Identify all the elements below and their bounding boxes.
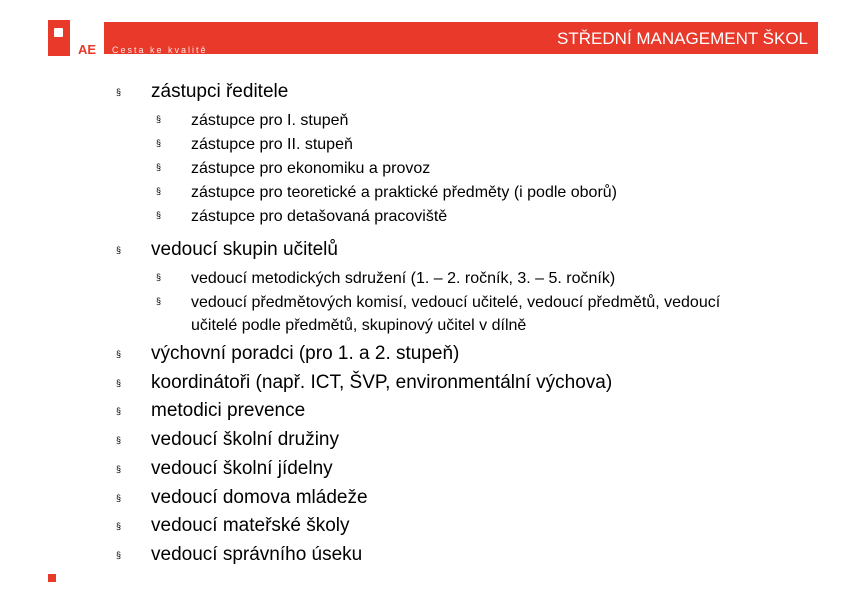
page-title: STŘEDNÍ MANAGEMENT ŠKOL <box>557 29 808 48</box>
bullet-icon: § <box>116 550 122 560</box>
list-item: vedoucí správního úseku <box>151 544 363 565</box>
bullet-icon: § <box>116 521 122 531</box>
list-item: vedoucí skupin učitelů <box>151 239 338 260</box>
list-item: metodici prevence <box>151 400 306 421</box>
list-item-continuation: učitelé podle předmětů, skupinový učitel v dílně <box>191 317 527 334</box>
bullet-icon: § <box>156 114 162 124</box>
bullet-icon: § <box>156 162 162 172</box>
list-item: zástupce pro teoretické a praktické předměty (i podle oborů) <box>191 184 617 201</box>
list-item: výchovní poradci (pro 1. a 2. stupeň) <box>151 343 460 364</box>
list-item: zástupce pro II. stupeň <box>191 136 353 153</box>
logo <box>48 20 98 58</box>
list-item: vedoucí domova mládeže <box>151 487 368 508</box>
list-item: vedoucí předmětových komisí, vedoucí učitelé, vedoucí předmětů, vedoucí <box>191 294 721 311</box>
bullet-icon: § <box>116 87 122 97</box>
list-item: zástupce pro ekonomiku a provoz <box>191 160 431 177</box>
bullet-icon: § <box>116 406 122 416</box>
footer-square-icon <box>48 574 56 582</box>
slogan: Cesta ke kvalitě <box>112 45 208 55</box>
list-item: vedoucí metodických sdružení (1. – 2. ročník, 3. – 5. ročník) <box>191 270 616 287</box>
logo-letters: AE <box>78 42 97 57</box>
bullet-icon: § <box>116 378 122 388</box>
bullet-icon: § <box>156 210 162 220</box>
bullet-icon: § <box>116 493 122 503</box>
list-item: zástupci ředitele <box>151 81 289 102</box>
list-item: vedoucí školní družiny <box>151 429 339 450</box>
header-band <box>104 22 818 54</box>
bullet-icon: § <box>156 296 162 306</box>
bullet-icon: § <box>156 272 162 282</box>
bullet-icon: § <box>156 186 162 196</box>
list-item: koordinátoři (např. ICT, ŠVP, environmentální výchova) <box>151 372 613 393</box>
list-item: vedoucí mateřské školy <box>151 515 350 536</box>
list-item: zástupce pro I. stupeň <box>191 112 349 129</box>
list-item: zástupce pro detašovaná pracoviště <box>191 208 448 225</box>
bullet-icon: § <box>116 245 122 255</box>
list-item: vedoucí školní jídelny <box>151 458 333 479</box>
bullet-icon: § <box>116 464 122 474</box>
logo-mark <box>48 20 70 56</box>
bullet-icon: § <box>156 138 162 148</box>
bullet-icon: § <box>116 435 122 445</box>
bullet-icon: § <box>116 349 122 359</box>
